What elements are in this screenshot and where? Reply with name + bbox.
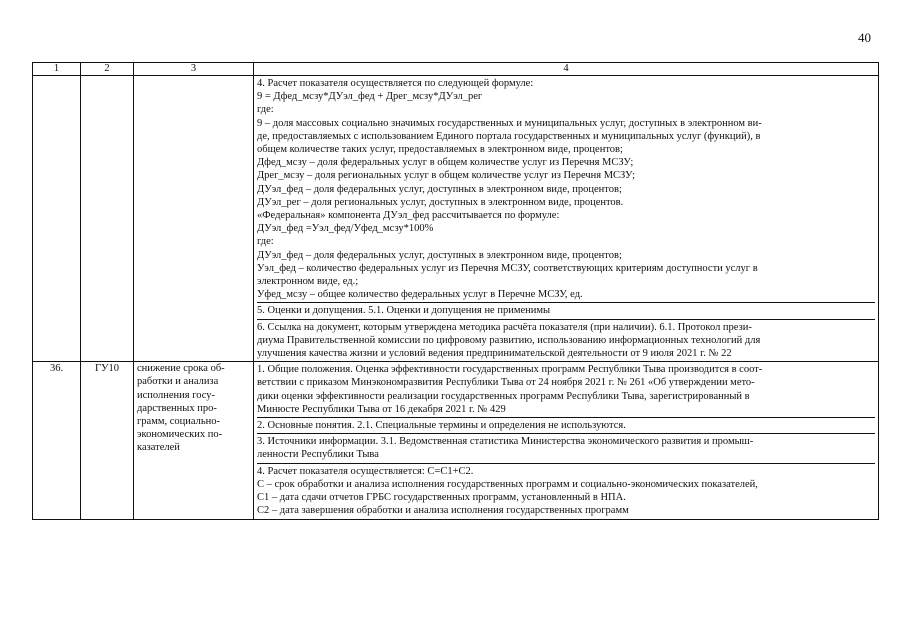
text-line: 2. Основные понятия. 2.1. Специальные термины и определения не используются. xyxy=(257,420,626,432)
text-line: ДУэл_фед =Уэл_фед/Уфед_мсзу*100% xyxy=(257,223,434,235)
text-line: 4. Расчет показателя осуществляется по следующей формуле: xyxy=(257,78,534,89)
text-line: 4. Расчет показателя осуществляется: С=С1+С2. xyxy=(257,465,474,477)
row-code-cell xyxy=(81,76,134,362)
text-line: Уэл_фед – количество федеральных услуг из Перечня МСЗУ, соответствующих критериям доступности услуг в xyxy=(257,262,758,274)
section-formula xyxy=(257,76,875,303)
section-reference xyxy=(257,320,875,362)
text-line: ДУэл_рег – доля региональных услуг, доступных в электронном виде, процентов. xyxy=(257,196,624,208)
section-assumptions xyxy=(257,303,875,319)
row-description-cell xyxy=(254,76,879,362)
header-col-3: 3 xyxy=(134,63,254,76)
text-line: где: xyxy=(257,104,274,116)
section-concepts xyxy=(257,418,875,434)
row-code-cell: ГУ10 xyxy=(81,362,134,519)
text-line: де, предоставляемых с использованием Единого портала государственных и муниципальных услуг (функций), в xyxy=(257,130,761,142)
text-line: исполнения госу- xyxy=(137,389,216,401)
text-line: ленности Республики Тыва xyxy=(257,449,379,461)
text-line: С2 – дата завершения обработки и анализа исполнения государственных программ xyxy=(257,505,629,517)
indicator-table xyxy=(32,62,879,520)
page-number: 40 xyxy=(858,30,871,45)
text-line: Минюсте Республики Тыва от 16 декабря 2021 г. № 429 xyxy=(257,403,506,415)
table-header-row xyxy=(33,63,879,76)
text-line: 6. Ссылка на документ, которым утверждена методика расчёта показателя (при наличии). 6.1. Протокол прези- xyxy=(257,321,752,333)
text-line: грамм, социально- xyxy=(137,416,221,428)
text-line: дики оценки эффективности реализации государственных программ Республики Тыва, зарегистрированный в xyxy=(257,390,750,402)
text-line: электронном виде, ед.; xyxy=(257,276,359,288)
text-line: общем количестве таких услуг, предоставляемых в электронном виде, процентов; xyxy=(257,144,623,156)
text-line: 3. Источники информации. 3.1. Ведомственная статистика Министерства экономического развития и промыш- xyxy=(257,436,754,448)
text-line: 1. Общие положения. Оценка эффективности государственных программ Республики Тыва производится в соот- xyxy=(257,364,763,376)
text-line: ДУэл_фед – доля федеральных услуг, доступных в электронном виде, процентов; xyxy=(257,249,622,261)
row-number-cell xyxy=(33,76,81,362)
text-line: экономических по- xyxy=(137,429,223,441)
section-sources xyxy=(257,434,875,463)
row-name-cell xyxy=(134,76,254,362)
row-name-cell xyxy=(134,362,254,519)
table-row-continued xyxy=(33,76,879,362)
text-line: работки и анализа xyxy=(137,376,219,388)
text-line: Дфед_мсзу – доля федеральных услуг в общем количестве услуг из Перечня МСЗУ; xyxy=(257,157,634,169)
text-line: С1 – дата сдачи отчетов ГРБС государственных программ, установленный в НПА. xyxy=(257,492,626,504)
text-line: ветствии с приказом Минэкономразвития Республики Тыва от 24 ноября 2021 г. № 261 «Об утверждении мето- xyxy=(257,377,755,389)
header-col-1: 1 xyxy=(33,63,81,76)
text-line: 9 = Дфед_мсзу*ДУэл_фед + Дрег_мсзу*ДУэл_рег xyxy=(257,91,483,103)
row-number-cell: 36. xyxy=(33,362,81,519)
section-calculation xyxy=(257,464,875,519)
header-col-4: 4 xyxy=(254,63,879,76)
text-line: «Федеральная» компонента ДУэл_фед рассчитывается по формуле: xyxy=(257,210,560,222)
header-col-2: 2 xyxy=(81,63,134,76)
text-line: дарственных про- xyxy=(137,402,217,414)
text-line: Уфед_мсзу – общее количество федеральных услуг в Перечне МСЗУ, ед. xyxy=(257,289,583,301)
section-general xyxy=(257,362,875,418)
text-line: диума Правительственной комиссии по цифровому развитию, использованию информационных технологий для xyxy=(257,334,761,346)
text-line: 5. Оценки и допущения. 5.1. Оценки и допущения не применимы xyxy=(257,305,551,317)
text-line: ДУэл_фед – доля федеральных услуг, доступных в электронном виде, процентов; xyxy=(257,183,622,195)
text-line: Дрег_мсзу – доля региональных услуг в общем количестве услуг из Перечня МСЗУ; xyxy=(257,170,636,182)
table-row-36 xyxy=(33,362,879,519)
text-line: С – срок обработки и анализа исполнения государственных программ и социально-экономических показателей, xyxy=(257,478,758,490)
text-line: где: xyxy=(257,236,274,248)
text-line: снижение срока об- xyxy=(137,363,225,375)
text-line: 9 – доля массовых социально значимых государственных и муниципальных услуг, доступных в электронном ви- xyxy=(257,117,762,129)
row-description-cell xyxy=(254,362,879,519)
text-line: улучшения качества жизни и условий ведения предпринимательской деятельности от 9 июля 2021 г. № 22 xyxy=(257,348,732,360)
text-line: казателей xyxy=(137,442,180,454)
